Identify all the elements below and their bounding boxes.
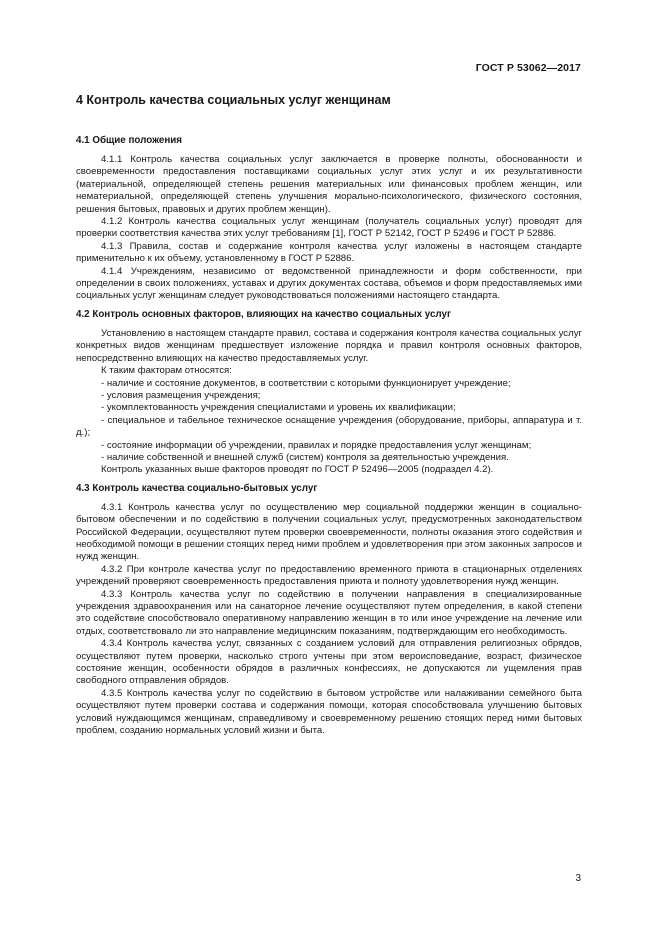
subsection-title-4-3: 4.3 Контроль качества социально-бытовых услуг [76,482,318,494]
paragraph-4-3-1: 4.3.1 Контроль качества услуг по осуществлению мер социальной поддержки женщин в социально-бытовом обеспечении и по содействию в получении социальных услуг, предусмотренных законодательством Российской Федерации, осуществляют путем проверки своевременности, полноты оказания этого содействия и необходимой помощи в решении стоящих перед ними проблем и удовлетворения при этом законных запросов и нужд женщин. [76,501,582,563]
paragraph-4-1-1: 4.1.1 Контроль качества социальных услуг заключается в проверке полноты, обоснованности и своевременности предоставления поставщиками социальных услуг этих услуг и их результативности (материальной, определяющей степень решения материальных или финансовых проблем женщин, или нематериальной, определяющей степень улучшения морально-психологического, физического состояния, решения бытовых, правовых и других проблем женщин). [76,154,582,215]
paragraph-4-3-2: 4.3.2 При контроле качества услуг по предоставлению временного приюта в стационарных отделениях учреждений проверяют своевременность предоставления приюта и полноту удовлетворения нужд женщин. [76,563,582,588]
list-item: - специальное и табельное техническое оснащение учреждения (оборудование, приборы, аппаратура и т. д.); [76,414,582,439]
paragraph-4-3-4: 4.3.4 Контроль качества услуг, связанных с созданием условий для отправления религиозных обрядов, осуществляют путем проверки, насколько строго учтены при этом вероисповедание, возраст, физическое состояние женщин, особенности обрядов в различных конфессиях, не допускаются ли ущемления прав свободного отправления обрядов. [76,638,582,687]
list-item: - наличие собственной и внешней служб (систем) контроля за деятельностью учреждения. [101,451,509,463]
section-title: 4 Контроль качества социальных услуг женщинам [76,93,391,107]
list-item: - наличие и состояние документов, в соответствии с которыми функционирует учреждение; [101,377,511,389]
page-content [76,93,582,737]
list-item: - условия размещения учреждения; [101,389,261,401]
page-number: 3 [575,873,581,884]
paragraph-4-3-3: 4.3.3 Контроль качества услуг по содействию в получении направления в специализированные учреждения здравоохранения или на санаторное лечение осуществляют путем определения, в какой степени это содействие способствовало оперативному направлению женщин в то или иное учреждение на лечение или отдых, соответствовало ли это направление медицинским показаниям, подтверждающим его необходимость. [76,588,582,637]
paragraph-4-2-lead: К таким факторам относятся: [101,365,232,377]
paragraph-4-2-closing: Контроль указанных выше факторов проводят по ГОСТ Р 52496—2005 (подраздел 4.2). [101,464,494,476]
subsection-title-4-2: 4.2 Контроль основных факторов, влияющих на качество социальных услуг [76,308,452,320]
subsection-title-4-1: 4.1 Общие положения [76,135,183,146]
paragraph-4-1-3: 4.1.3 Правила, состав и содержание контроля качества услуг изложены в настоящем стандарте применительно к их объему, установленному в ГОСТ Р 52886. [76,240,582,265]
paragraph-4-1-2: 4.1.2 Контроль качества социальных услуг женщинам (получатель социальных услуг) проводят для проверки соответствия качества этих услуг требованиям [1], ГОСТ Р 52142, ГОСТ Р 52496 и ГОСТ Р 52886. [76,216,582,240]
paragraph-4-1-4: 4.1.4 Учреждениям, независимо от ведомственной принадлежности и форм собственности, при определении в своих положениях, уставах и других документах состава, объемов и форм предоставляемых ими социальных услуг женщинам следует руководствоваться положениями настоящего стандарта. [76,265,582,302]
paragraph-4-2-intro: Установлению в настоящем стандарте правил, состава и содержания контроля качества социальных услуг конкретных видов женщинам предшествует изложение порядка и правил контроля основных факторов, непосредственно влияющих на качество предоставляемых услуг. [76,327,582,364]
document-code-header: ГОСТ Р 53062—2017 [475,62,581,74]
factors-list [76,378,582,465]
list-item: - укомплектованность учреждения специалистами и уровень их квалификации; [101,402,456,414]
list-item: - состояние информации об учреждении, правилах и порядке предоставления услуг женщинам; [101,439,532,451]
paragraph-4-3-5: 4.3.5 Контроль качества услуг по содействию в бытовом устройстве или налаживании семейного быта осуществляют путем проверки состава и содержания помощи, которая способствовала улучшению бытовых условий нуждающимся женщинам, справедливому и своевременному решению стоящих перед ними бытовых проблем, созданию нормальных условий жизни и быта. [76,687,582,737]
